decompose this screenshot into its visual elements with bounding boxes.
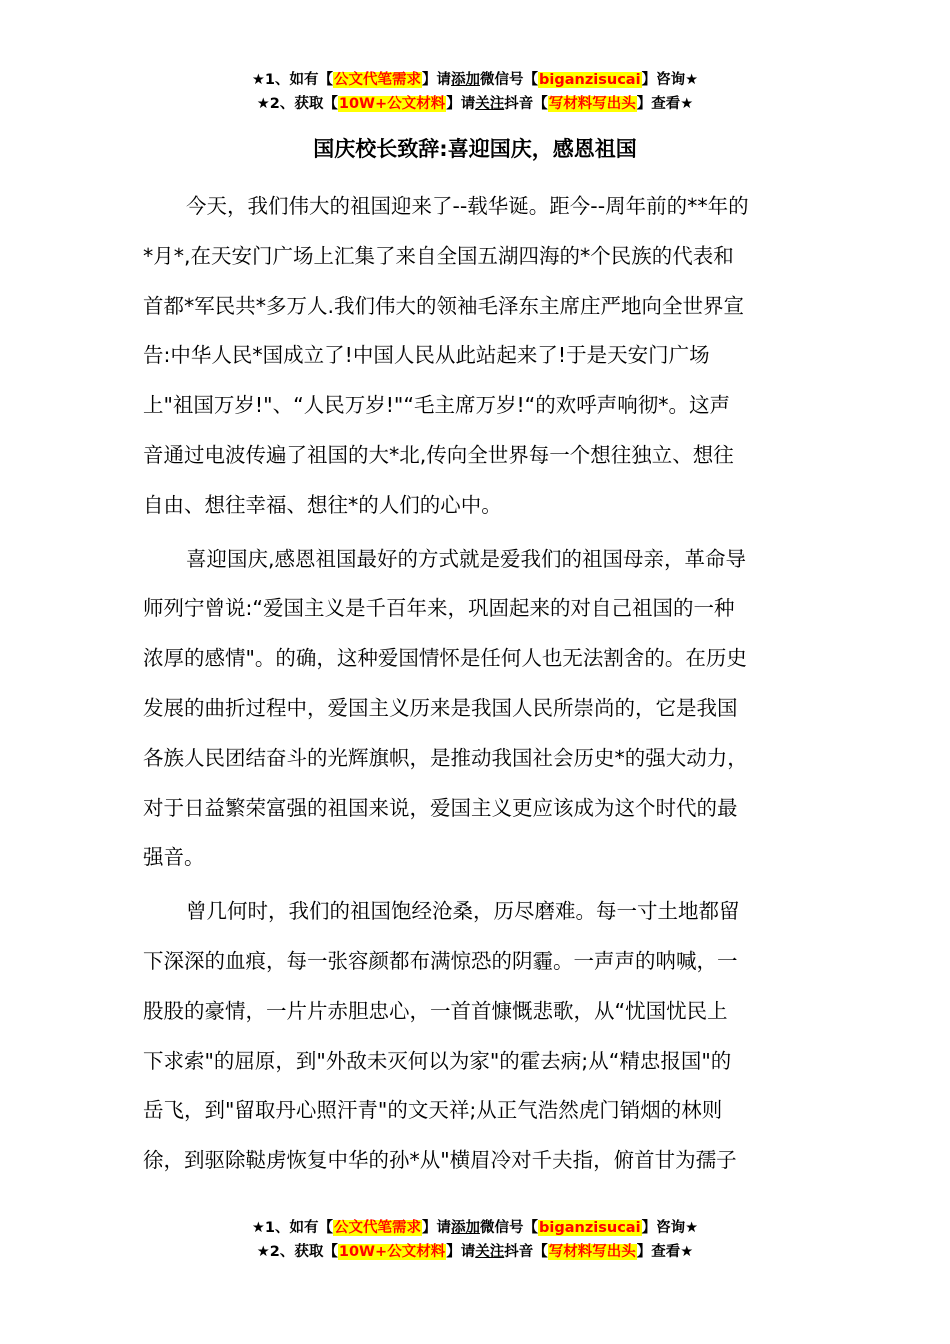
text-line: 曾几何时，我们的祖国饱经沧桑，历尽磨难。每一寸土地都留	[186, 899, 740, 924]
highlight-materials: 10W+公文材料	[338, 1244, 446, 1260]
highlight-douyin-account: 写材料写出头	[548, 96, 636, 112]
text-line: 岳飞，到"留取丹心照汗青"的文天祥;从正气浩然虎门销烟的林则	[143, 1098, 723, 1123]
text-line: 发展的曲折过程中，爱国主义历来是我国人民所崇尚的，它是我国	[143, 695, 738, 720]
footer-banner	[0, 1216, 950, 1264]
text-line: 师列宁曾说:“爱国主义是千百年来，巩固起来的对自己祖国的一种	[143, 596, 735, 621]
highlight-wechat-id: biganzisucai	[539, 72, 641, 88]
text-line: 上"祖国万岁!"、“人民万岁!"“毛主席万岁!“的欢呼声响彻*。这声	[143, 393, 731, 418]
text-line: 今天，我们伟大的祖国迎来了--载华诞。距今--周年前的**年的	[186, 194, 749, 218]
header-banner	[0, 68, 950, 116]
highlight-materials: 10W+公文材料	[338, 96, 446, 112]
text-line: 喜迎国庆,感恩祖国最好的方式就是爱我们的祖国母亲，革命导	[186, 546, 747, 571]
text-line: 下深深的血痕，每一张容颜都布满惊恐的阴霾。一声声的呐喊，一	[143, 948, 738, 973]
text-line: *月*,在天安门广场上汇集了来自全国五湖四海的*个民族的代表和	[143, 243, 734, 268]
text-line: 音通过电波传遍了祖国的大*北,传向全世界每一个想往独立、想往	[143, 442, 734, 467]
text-line: 对于日益繁荣富强的祖国来说，爱国主义更应该成为这个时代的最	[143, 795, 738, 820]
text-line: 徐，到驱除鞑虏恢复中华的孙*从"横眉冷对千夫指，俯首甘为孺子	[143, 1148, 737, 1173]
paragraph-2	[143, 535, 811, 884]
text-line: 强音。	[143, 845, 205, 870]
text-line: 浓厚的感情"。的确，这种爱国情怀是任何人也无法割舍的。在历史	[143, 646, 747, 671]
paragraph-3	[143, 887, 811, 1186]
banner-line-1: ★1、如有【公文代笔需求】请添加微信号【biganzisucai】咨询★	[251, 1220, 699, 1236]
banner-line-1: ★1、如有【公文代笔需求】请添加微信号【biganzisucai】咨询★	[251, 72, 699, 88]
banner-line-2: ★2、获取【10W+公文材料】请关注抖音【写材料写出头】查看★	[256, 1244, 694, 1260]
text-line: 股股的豪情，一片片赤胆忠心，一首首慷慨悲歌，从“忧国忧民上	[143, 998, 728, 1023]
banner-line-2: ★2、获取【10W+公文材料】请关注抖音【写材料写出头】查看★	[256, 96, 694, 112]
text-line: 各族人民团结奋斗的光辉旗帜，是推动我国社会历史*的强大动力，	[143, 745, 748, 770]
highlight-douyin-account: 写材料写出头	[548, 1244, 636, 1260]
highlight-service: 公文代笔需求	[334, 1220, 422, 1236]
paragraph-1	[143, 182, 811, 531]
text-line: 下求索"的屈原，到"外敌未灭何以为家"的霍去病;从“精忠报国"的	[143, 1048, 732, 1073]
text-line: 自由、想往幸福、想往*的人们的心中。	[143, 492, 502, 517]
text-line: 首都*军民共*多万人.我们伟大的领袖毛泽东主席庄严地向全世界宣	[143, 293, 745, 318]
document-title: 国庆校长致辞:喜迎国庆，感恩祖国	[313, 137, 637, 161]
document-body	[143, 182, 811, 1190]
highlight-wechat-id: biganzisucai	[539, 1220, 641, 1236]
highlight-service: 公文代笔需求	[334, 72, 422, 88]
text-line: 告:中华人民*国成立了!中国人民从此站起来了!于是天安门广场	[143, 343, 710, 368]
